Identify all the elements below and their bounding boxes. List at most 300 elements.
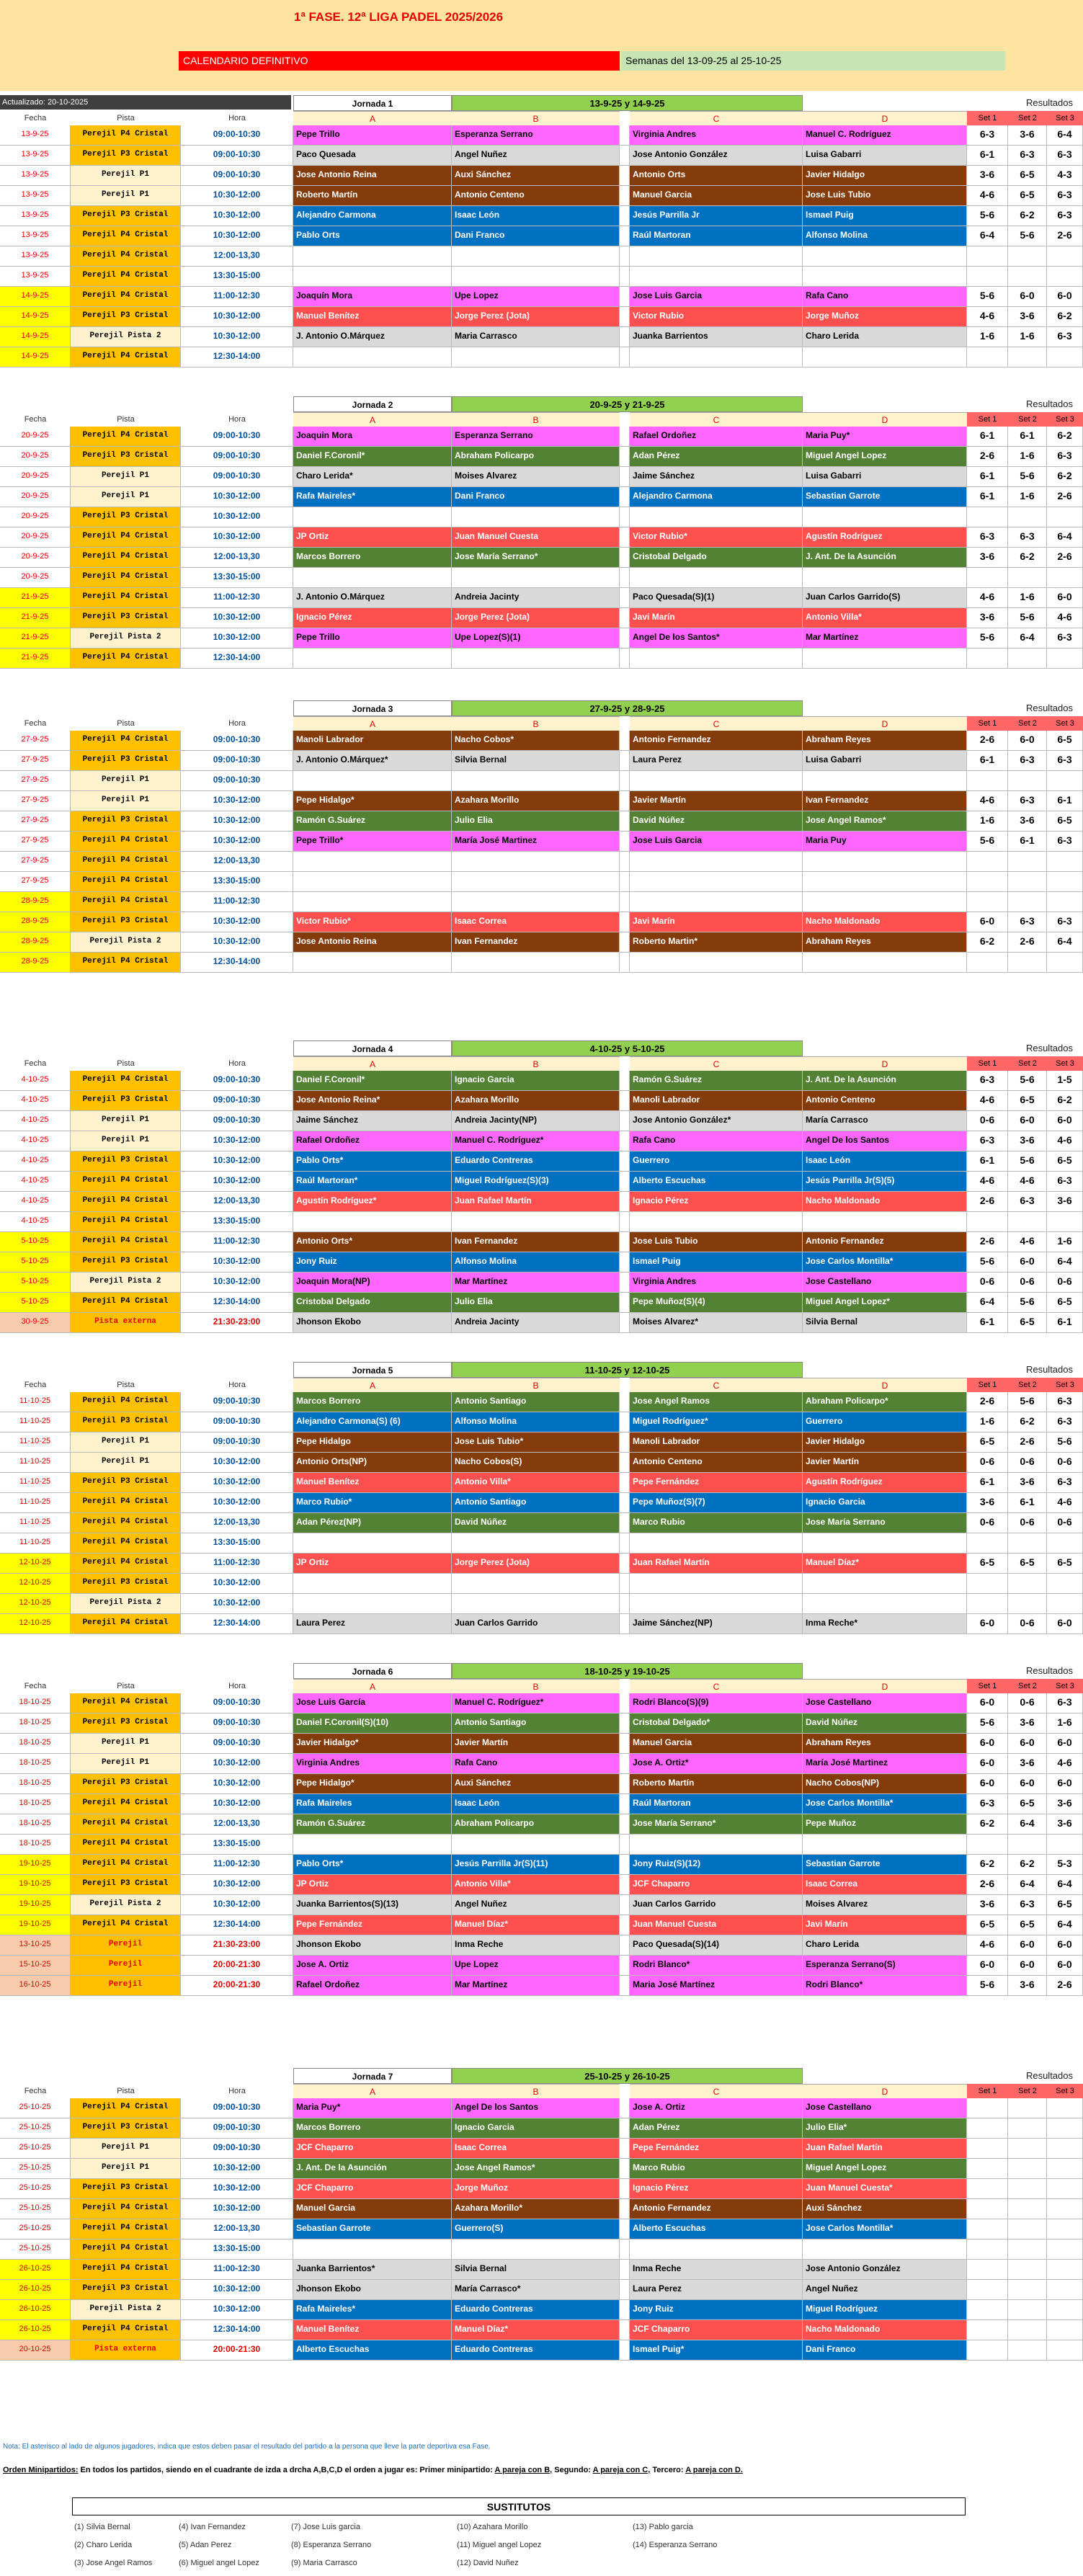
player-d: Javier Martín bbox=[803, 1453, 967, 1473]
player-b bbox=[452, 1594, 620, 1614]
set1-score bbox=[967, 2239, 1008, 2260]
letter-a: A bbox=[293, 412, 452, 427]
match-date: 14-9-25 bbox=[0, 287, 71, 307]
column-gap bbox=[620, 206, 630, 226]
column-gap bbox=[620, 226, 630, 246]
match-date: 4-10-25 bbox=[0, 1212, 71, 1232]
match-date: 27-9-25 bbox=[0, 832, 71, 852]
match-date: 21-9-25 bbox=[0, 649, 71, 669]
column-gap bbox=[620, 548, 630, 568]
player-d: Miguel Angel Lopez bbox=[803, 447, 967, 467]
player-b: Silvia Bernal bbox=[452, 751, 620, 771]
match-row bbox=[0, 1493, 1083, 1513]
set2-score: 1-6 bbox=[1008, 447, 1047, 467]
column-gap bbox=[620, 166, 630, 186]
player-b: Dani Franco bbox=[452, 226, 620, 246]
jornada-title: Jornada 5 bbox=[293, 1362, 452, 1378]
match-hora: 13:30-15:00 bbox=[181, 1533, 293, 1554]
set1-score: 6-0 bbox=[967, 912, 1008, 932]
player-c bbox=[630, 507, 803, 527]
set1-score bbox=[967, 568, 1008, 588]
player-a: Antonio Orts* bbox=[293, 1232, 452, 1252]
set3-score: 6-3 bbox=[1047, 206, 1083, 226]
match-date: 25-10-25 bbox=[0, 2139, 71, 2159]
match-row bbox=[0, 347, 1083, 367]
fecha-label: Fecha bbox=[24, 719, 47, 728]
match-pista: Perejil P3 Cristal bbox=[71, 912, 181, 932]
letter-a: A bbox=[293, 2084, 452, 2098]
match-row bbox=[0, 1835, 1083, 1855]
letter-d: D bbox=[803, 111, 967, 125]
match-date: 5-10-25 bbox=[0, 1273, 71, 1293]
player-d: Esperanza Serrano(S) bbox=[803, 1956, 967, 1976]
match-pista: Perejil P1 bbox=[71, 2139, 181, 2159]
column-gap bbox=[620, 953, 630, 973]
player-b: Antonio Santiago bbox=[452, 1713, 620, 1734]
player-a: Daniel F.Coronil* bbox=[293, 1071, 452, 1091]
match-date: 13-9-25 bbox=[0, 125, 71, 146]
player-a bbox=[293, 267, 452, 287]
player-b bbox=[452, 507, 620, 527]
player-a bbox=[293, 568, 452, 588]
set2-score: 6-2 bbox=[1008, 1412, 1047, 1432]
column-gap bbox=[620, 246, 630, 267]
set1-score: 4-6 bbox=[967, 1935, 1008, 1956]
column-gap bbox=[620, 1774, 630, 1794]
player-b: Upe Lopez bbox=[452, 287, 620, 307]
player-d: Inma Reche* bbox=[803, 1614, 967, 1634]
player-c: Marco Rubio bbox=[630, 1513, 803, 1533]
player-c bbox=[630, 953, 803, 973]
player-d: Dani Franco bbox=[803, 2340, 967, 2361]
letter-c: C bbox=[630, 2084, 803, 2098]
match-row bbox=[0, 447, 1083, 467]
match-pista: Perejil P4 Cristal bbox=[71, 1493, 181, 1513]
column-labels-row bbox=[0, 716, 1083, 731]
set3-score: 6-4 bbox=[1047, 1915, 1083, 1935]
match-row bbox=[0, 932, 1083, 953]
column-labels-row bbox=[0, 1056, 1083, 1071]
match-row bbox=[0, 1935, 1083, 1956]
set2-score bbox=[1008, 246, 1047, 267]
set3-score: 6-1 bbox=[1047, 791, 1083, 811]
player-d: Sebastian Garrote bbox=[803, 1855, 967, 1875]
player-a: Marcos Borrero bbox=[293, 2118, 452, 2139]
match-row bbox=[0, 1453, 1083, 1473]
player-d: Guerrero bbox=[803, 1412, 967, 1432]
column-gap bbox=[620, 125, 630, 146]
player-b bbox=[452, 246, 620, 267]
set1-score: 2-6 bbox=[967, 447, 1008, 467]
letter-a: A bbox=[293, 1056, 452, 1071]
match-pista: Perejil P1 bbox=[71, 166, 181, 186]
player-a: Pepe Hidalgo bbox=[293, 1432, 452, 1453]
set2-score bbox=[1008, 2280, 1047, 2300]
match-date: 13-9-25 bbox=[0, 186, 71, 206]
player-d: Moises Alvarez bbox=[803, 1895, 967, 1915]
player-a: J. Antonio O.Márquez bbox=[293, 327, 452, 347]
player-a: Roberto Martín bbox=[293, 186, 452, 206]
sustituto-item: (9) Maria Carrasco bbox=[291, 2559, 357, 2567]
set2-score bbox=[1008, 771, 1047, 791]
match-date: 20-9-25 bbox=[0, 527, 71, 548]
set1-score: 6-1 bbox=[967, 467, 1008, 487]
match-pista: Perejil P4 Cristal bbox=[71, 832, 181, 852]
player-c: Juanka Barrientos bbox=[630, 327, 803, 347]
match-pista: Perejil P3 Cristal bbox=[71, 2118, 181, 2139]
match-date: 11-10-25 bbox=[0, 1493, 71, 1513]
match-date: 15-10-25 bbox=[0, 1956, 71, 1976]
match-date: 20-9-25 bbox=[0, 467, 71, 487]
match-pista: Perejil Pista 2 bbox=[71, 1594, 181, 1614]
player-a: JP Ortiz bbox=[293, 1554, 452, 1574]
column-gap bbox=[620, 588, 630, 608]
match-hora: 09:00-10:30 bbox=[181, 1111, 293, 1131]
player-c: Virginia Andres bbox=[630, 125, 803, 146]
set3-score: 4-3 bbox=[1047, 166, 1083, 186]
set3-score: 6-3 bbox=[1047, 912, 1083, 932]
match-pista: Perejil P4 Cristal bbox=[71, 2320, 181, 2340]
set2-score bbox=[1008, 2340, 1047, 2361]
set3-score: 6-5 bbox=[1047, 731, 1083, 751]
letter-d: D bbox=[803, 1679, 967, 1693]
column-gap bbox=[620, 1915, 630, 1935]
column-gap bbox=[620, 2340, 630, 2361]
set2-score: 6-5 bbox=[1008, 166, 1047, 186]
set3-score: 6-5 bbox=[1047, 811, 1083, 832]
player-c: Jony Ruiz(S)(12) bbox=[630, 1855, 803, 1875]
player-b: Andreia Jacinty(NP) bbox=[452, 1111, 620, 1131]
match-pista: Perejil P1 bbox=[71, 1432, 181, 1453]
set1-score: 1-6 bbox=[967, 327, 1008, 347]
match-date: 30-9-25 bbox=[0, 1313, 71, 1333]
match-pista: Perejil P1 bbox=[71, 2159, 181, 2179]
set1-score bbox=[967, 2320, 1008, 2340]
player-d: Antonio Fernandez bbox=[803, 1232, 967, 1252]
player-a bbox=[293, 649, 452, 669]
match-date: 19-10-25 bbox=[0, 1915, 71, 1935]
match-date: 25-10-25 bbox=[0, 2199, 71, 2219]
match-date: 13-9-25 bbox=[0, 206, 71, 226]
set1-score: 6-1 bbox=[967, 146, 1008, 166]
set2-score: 6-5 bbox=[1008, 1554, 1047, 1574]
jornada-header-row bbox=[0, 95, 1083, 111]
match-row bbox=[0, 226, 1083, 246]
calendario-label: CALENDARIO DEFINITIVO bbox=[179, 51, 620, 71]
player-c: Jose Luis Garcia bbox=[630, 832, 803, 852]
player-d: María Carrasco bbox=[803, 1111, 967, 1131]
match-date: 26-10-25 bbox=[0, 2300, 71, 2320]
match-hora: 10:30-12:00 bbox=[181, 1493, 293, 1513]
actualizado-label: Actualizado: 20-10-2025 bbox=[0, 95, 291, 110]
match-date: 14-9-25 bbox=[0, 307, 71, 327]
match-row bbox=[0, 791, 1083, 811]
set3-score: 6-0 bbox=[1047, 1111, 1083, 1131]
set1-score bbox=[967, 2098, 1008, 2118]
player-b: Manuel Díaz* bbox=[452, 1915, 620, 1935]
set3-label: Set 3 bbox=[1047, 111, 1083, 125]
match-pista: Perejil P4 Cristal bbox=[71, 731, 181, 751]
player-a: Pepe Fernández bbox=[293, 1915, 452, 1935]
player-c: Guerrero bbox=[630, 1151, 803, 1172]
column-gap bbox=[620, 427, 630, 447]
player-d: Sebastian Garrote bbox=[803, 487, 967, 507]
match-hora: 09:00-10:30 bbox=[181, 467, 293, 487]
set2-label: Set 2 bbox=[1008, 1378, 1047, 1392]
pista-label: Pista bbox=[117, 114, 135, 122]
set3-score bbox=[1047, 1574, 1083, 1594]
set3-score bbox=[1047, 953, 1083, 973]
match-hora: 10:30-12:00 bbox=[181, 487, 293, 507]
match-hora: 09:00-10:30 bbox=[181, 1713, 293, 1734]
match-row bbox=[0, 1976, 1083, 1996]
pista-label: Pista bbox=[117, 1682, 135, 1690]
match-date: 25-10-25 bbox=[0, 2219, 71, 2239]
set3-score bbox=[1047, 649, 1083, 669]
match-hora: 10:30-12:00 bbox=[181, 2300, 293, 2320]
column-gap bbox=[620, 751, 630, 771]
set3-score bbox=[1047, 2340, 1083, 2361]
player-d: Nacho Cobos(NP) bbox=[803, 1774, 967, 1794]
player-b: Alfonso Molina bbox=[452, 1412, 620, 1432]
set1-score bbox=[967, 2179, 1008, 2199]
match-hora: 12:00-13,30 bbox=[181, 1814, 293, 1835]
player-c: Adan Pérez bbox=[630, 2118, 803, 2139]
letter-c: C bbox=[630, 1378, 803, 1392]
set1-score bbox=[967, 2199, 1008, 2219]
match-row bbox=[0, 2118, 1083, 2139]
set1-score bbox=[967, 953, 1008, 973]
match-date: 18-10-25 bbox=[0, 1814, 71, 1835]
fecha-label: Fecha bbox=[24, 1682, 47, 1690]
player-b: Julio Elia bbox=[452, 811, 620, 832]
player-c: JCF Chaparro bbox=[630, 2320, 803, 2340]
player-a: Laura Perez bbox=[293, 1614, 452, 1634]
player-a: Marcos Borrero bbox=[293, 548, 452, 568]
match-hora: 13:30-15:00 bbox=[181, 568, 293, 588]
player-a: Jose Antonio Reina* bbox=[293, 1091, 452, 1111]
player-c: Antonio Fernandez bbox=[630, 731, 803, 751]
hora-label: Hora bbox=[228, 2087, 246, 2095]
player-d bbox=[803, 953, 967, 973]
match-date: 13-10-25 bbox=[0, 1935, 71, 1956]
match-pista: Perejil P1 bbox=[71, 791, 181, 811]
match-row bbox=[0, 1594, 1083, 1614]
player-d: Charo Lerida bbox=[803, 327, 967, 347]
match-row bbox=[0, 1554, 1083, 1574]
column-gap bbox=[620, 852, 630, 872]
match-date: 27-9-25 bbox=[0, 811, 71, 832]
player-c bbox=[630, 872, 803, 892]
player-c: Juan Rafael Martín bbox=[630, 1554, 803, 1574]
match-row bbox=[0, 267, 1083, 287]
match-row bbox=[0, 953, 1083, 973]
match-row bbox=[0, 751, 1083, 771]
player-c: Adan Pérez bbox=[630, 447, 803, 467]
set3-score bbox=[1047, 892, 1083, 912]
player-d: Abraham Reyes bbox=[803, 932, 967, 953]
set1-score: 4-6 bbox=[967, 307, 1008, 327]
player-a: Pablo Orts* bbox=[293, 1855, 452, 1875]
player-b: Isaac Correa bbox=[452, 912, 620, 932]
set1-score: 6-3 bbox=[967, 125, 1008, 146]
set2-score bbox=[1008, 267, 1047, 287]
set1-score: 2-6 bbox=[967, 1875, 1008, 1895]
player-a: Raúl Martoran* bbox=[293, 1172, 452, 1192]
match-pista: Perejil P3 Cristal bbox=[71, 608, 181, 628]
match-pista: Perejil P4 Cristal bbox=[71, 548, 181, 568]
set1-label: Set 1 bbox=[967, 111, 1008, 125]
set3-score: 6-2 bbox=[1047, 427, 1083, 447]
match-hora: 09:00-10:30 bbox=[181, 1091, 293, 1111]
match-row bbox=[0, 527, 1083, 548]
set3-score: 6-0 bbox=[1047, 1956, 1083, 1976]
player-d: Javi Marín bbox=[803, 1915, 967, 1935]
player-d bbox=[803, 1594, 967, 1614]
match-row bbox=[0, 2179, 1083, 2199]
column-gap bbox=[620, 1533, 630, 1554]
player-a: Marco Rubio* bbox=[293, 1493, 452, 1513]
set3-score: 3-6 bbox=[1047, 1814, 1083, 1835]
match-hora: 10:30-12:00 bbox=[181, 1594, 293, 1614]
set3-score bbox=[1047, 2280, 1083, 2300]
match-row bbox=[0, 1252, 1083, 1273]
player-d: Juan Rafael Martín bbox=[803, 2139, 967, 2159]
player-d: Silvia Bernal bbox=[803, 1313, 967, 1333]
match-pista: Perejil P4 Cristal bbox=[71, 1533, 181, 1554]
match-pista: Perejil P4 Cristal bbox=[71, 1693, 181, 1713]
jornada-title: Jornada 4 bbox=[293, 1040, 452, 1056]
match-date: 11-10-25 bbox=[0, 1513, 71, 1533]
column-gap bbox=[620, 1713, 630, 1734]
set2-score: 5-6 bbox=[1008, 1293, 1047, 1313]
match-hora: 10:30-12:00 bbox=[181, 832, 293, 852]
set3-score bbox=[1047, 1533, 1083, 1554]
match-row bbox=[0, 467, 1083, 487]
set3-score: 6-3 bbox=[1047, 146, 1083, 166]
match-row bbox=[0, 1151, 1083, 1172]
player-a: Rafael Ordoñez bbox=[293, 1976, 452, 1996]
match-row bbox=[0, 1693, 1083, 1713]
player-b: Jose María Serrano* bbox=[452, 548, 620, 568]
set2-score: 6-3 bbox=[1008, 1192, 1047, 1212]
semanas-label: Semanas del 13-09-25 al 25-10-25 bbox=[621, 51, 1005, 71]
match-pista: Perejil Pista 2 bbox=[71, 628, 181, 649]
match-date: 20-9-25 bbox=[0, 507, 71, 527]
match-row bbox=[0, 1774, 1083, 1794]
letter-d: D bbox=[803, 716, 967, 731]
player-c: Rafa Cano bbox=[630, 1131, 803, 1151]
player-d bbox=[803, 892, 967, 912]
player-b: Jose Luis Tubio* bbox=[452, 1432, 620, 1453]
hora-label: Hora bbox=[228, 415, 246, 424]
set1-score bbox=[967, 1212, 1008, 1232]
match-date: 11-10-25 bbox=[0, 1432, 71, 1453]
player-d: Miguel Rodríguez bbox=[803, 2300, 967, 2320]
set3-score bbox=[1047, 2118, 1083, 2139]
match-date: 12-10-25 bbox=[0, 1594, 71, 1614]
column-gap bbox=[620, 1935, 630, 1956]
match-hora: 09:00-10:30 bbox=[181, 166, 293, 186]
player-d: Abraham Reyes bbox=[803, 1734, 967, 1754]
letter-b: B bbox=[452, 412, 620, 427]
player-a: JCF Chaparro bbox=[293, 2139, 452, 2159]
column-labels-row bbox=[0, 1679, 1083, 1693]
player-d: Jose Luis Tubio bbox=[803, 186, 967, 206]
player-b: Ignacio Garcia bbox=[452, 1071, 620, 1091]
match-hora: 10:30-12:00 bbox=[181, 186, 293, 206]
match-pista: Perejil P4 Cristal bbox=[71, 527, 181, 548]
player-b: Isaac León bbox=[452, 206, 620, 226]
set1-score: 5-6 bbox=[967, 1713, 1008, 1734]
match-row bbox=[0, 892, 1083, 912]
set2-score: 6-2 bbox=[1008, 206, 1047, 226]
set3-score: 6-4 bbox=[1047, 1875, 1083, 1895]
match-pista: Perejil P4 Cristal bbox=[71, 1212, 181, 1232]
column-gap bbox=[620, 186, 630, 206]
column-gap bbox=[620, 287, 630, 307]
player-d: Luisa Gabarri bbox=[803, 751, 967, 771]
match-date: 28-9-25 bbox=[0, 932, 71, 953]
resultados-label: Resultados bbox=[1025, 398, 1073, 409]
match-row bbox=[0, 307, 1083, 327]
match-pista: Perejil P4 Cristal bbox=[71, 2239, 181, 2260]
column-gap bbox=[620, 1252, 630, 1273]
set3-score: 6-2 bbox=[1047, 1091, 1083, 1111]
match-row bbox=[0, 2139, 1083, 2159]
match-date: 4-10-25 bbox=[0, 1192, 71, 1212]
player-b bbox=[452, 1574, 620, 1594]
set2-score: 6-0 bbox=[1008, 731, 1047, 751]
player-d bbox=[803, 568, 967, 588]
sustituto-item: (13) Pablo garcia bbox=[633, 2523, 693, 2531]
letter-d: D bbox=[803, 412, 967, 427]
player-c: Jose Antonio González* bbox=[630, 1111, 803, 1131]
letter-d: D bbox=[803, 2084, 967, 2098]
column-gap bbox=[620, 2139, 630, 2159]
player-a: Alejandro Carmona(S) (6) bbox=[293, 1412, 452, 1432]
player-b: Eduardo Contreras bbox=[452, 2300, 620, 2320]
match-date: 25-10-25 bbox=[0, 2239, 71, 2260]
set3-score bbox=[1047, 568, 1083, 588]
player-c: Angel De los Santos* bbox=[630, 628, 803, 649]
player-a: Jose A. Ortiz bbox=[293, 1956, 452, 1976]
player-c: Antonio Centeno bbox=[630, 1453, 803, 1473]
match-date: 11-10-25 bbox=[0, 1453, 71, 1473]
player-b: Juan Carlos Garrido bbox=[452, 1614, 620, 1634]
player-c bbox=[630, 892, 803, 912]
match-row bbox=[0, 568, 1083, 588]
column-gap bbox=[620, 1091, 630, 1111]
set1-score bbox=[967, 2139, 1008, 2159]
set1-score: 1-6 bbox=[967, 1412, 1008, 1432]
column-gap bbox=[620, 2098, 630, 2118]
set3-label: Set 3 bbox=[1047, 1056, 1083, 1071]
set2-score: 6-5 bbox=[1008, 1091, 1047, 1111]
column-gap bbox=[620, 1293, 630, 1313]
match-row bbox=[0, 2159, 1083, 2179]
match-hora: 10:30-12:00 bbox=[181, 1151, 293, 1172]
player-a: Manuel Benítez bbox=[293, 307, 452, 327]
asterisk-note: Nota: El asterisco al lado de algunos jugadores, indica que estos deben pasar el resultado del partido a la persona que lleve la parte deportiva esa Fase. bbox=[3, 2443, 491, 2451]
set2-label: Set 2 bbox=[1008, 1679, 1047, 1693]
match-pista: Perejil bbox=[71, 1956, 181, 1976]
match-row bbox=[0, 1293, 1083, 1313]
column-gap bbox=[620, 892, 630, 912]
set3-score: 6-3 bbox=[1047, 447, 1083, 467]
player-a: Jose Antonio Reina bbox=[293, 932, 452, 953]
match-date: 26-10-25 bbox=[0, 2320, 71, 2340]
